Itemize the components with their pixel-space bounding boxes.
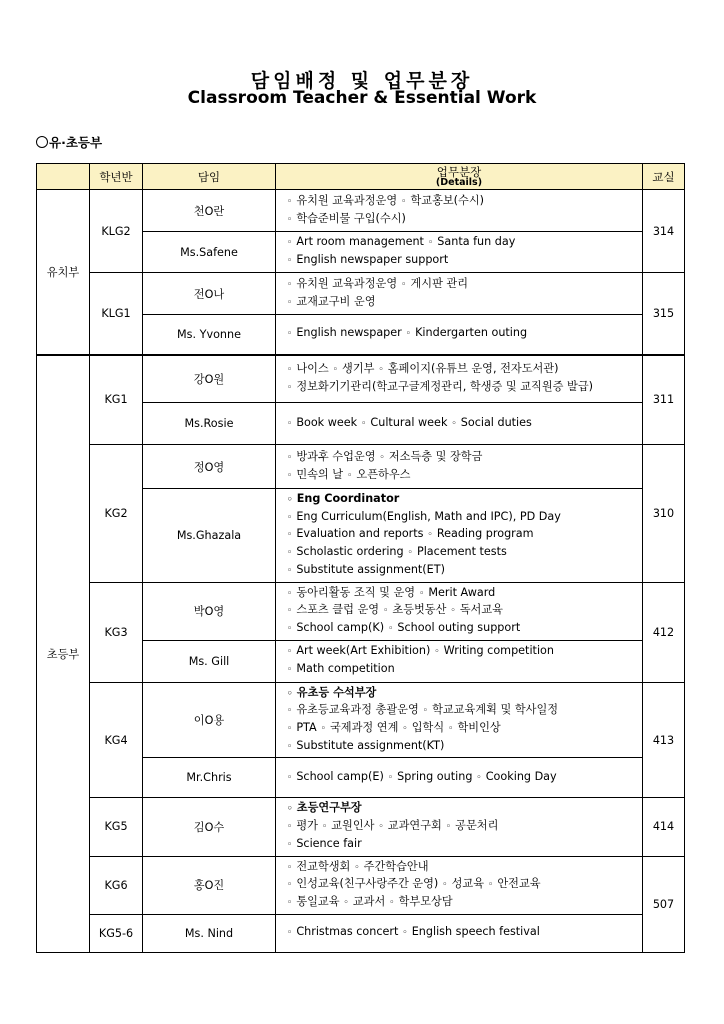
duty-line [287,818,642,836]
duty-item: 교재교구비 운영 [296,294,376,308]
duty-item: 게시판 관리 [410,276,469,290]
duty-line [287,800,642,818]
grade-cell: KLG1 [90,273,143,355]
bullet-icon: ◦ [287,256,293,266]
duty-item: Kindergarten outing [415,326,528,340]
teacher-cell: 정O영 [143,445,276,489]
duty-item: 공문처리 [455,819,499,833]
duty-item: Social duties [460,415,532,429]
bullet-icon: ◦ [287,238,293,249]
bullet-icon: ◦ [442,880,448,891]
bullet-icon: ◦ [422,706,429,717]
header-grade: 학년반 [90,164,143,190]
duty-line [287,234,642,252]
header-division [37,164,90,190]
duty-line [287,562,642,580]
duties-cell [276,190,643,232]
duty-line [287,876,642,894]
duties-cell [276,914,643,952]
bullet-icon: ◦ [354,862,360,873]
bullet-icon: ◦ [402,928,408,939]
header-duties [276,164,643,190]
duty-item: Cultural week [370,415,448,429]
table-row [37,355,685,403]
bullet-icon: ◦ [378,365,384,376]
bullet-icon: ◦ [343,897,349,908]
duty-line [287,620,642,638]
duty-item: Writing competition [443,644,554,658]
bullet-icon: ◦ [287,530,293,541]
room-cell: 315 [643,273,685,355]
duty-item: Spring outing [397,770,473,784]
bullet-icon: ◦ [287,773,293,784]
duty-line [287,467,642,485]
duty-item: 홈페이지(유튜브 운영, 전자도서관) [387,362,559,376]
duty-item: 유치원 교육과정운영 [296,276,398,290]
duty-line [287,294,642,312]
duty-line [287,252,642,270]
section-heading [36,133,102,151]
duty-line [287,661,642,679]
teacher-cell: 홍O진 [143,856,276,914]
duty-line [287,738,642,756]
duty-line [287,602,642,620]
teacher-cell: Ms.Safene [143,232,276,273]
duties-cell [276,640,643,682]
bullet-icon: ◦ [448,724,454,735]
duty-item: Math competition [296,662,395,676]
bullet-icon: ◦ [287,839,293,850]
duty-item: Evaluation and reports [296,527,424,541]
circle-icon [36,136,48,148]
duty-item: 주간학습안내 [363,859,429,873]
duty-item: 성교육 [451,877,485,891]
teacher-cell: Ms. Yvonne [143,315,276,355]
bullet-icon: ◦ [388,623,394,634]
table-row [37,798,685,856]
duty-item: 저소득층 및 장학금 [388,449,483,463]
room-cell: 414 [643,798,685,856]
duty-item: 독서교육 [459,603,503,617]
duty-line [287,720,642,738]
duty-line [287,526,642,544]
duty-item: English newspaper support [296,253,449,266]
duty-line [287,509,642,527]
bullet-icon: ◦ [387,773,394,784]
bullet-icon: ◦ [287,724,293,735]
teacher-cell: Ms.Ghazala [143,489,276,583]
duty-line [287,276,642,294]
bullet-icon: ◦ [287,880,293,891]
duties-cell [276,682,643,758]
bullet-icon: ◦ [287,196,293,207]
duty-item: Placement tests [416,545,507,559]
duty-line [287,544,642,562]
duty-line [287,415,642,433]
table-row [37,856,685,914]
room-cell: 310 [643,445,685,583]
bullet-icon: ◦ [347,470,353,481]
duty-item: 초등벗동산 [392,603,447,617]
room-cell: 412 [643,582,685,682]
duty-item: Science fair [296,836,362,850]
teacher-cell: 전O나 [143,273,276,315]
bullet-icon: ◦ [401,196,407,207]
bullet-icon: ◦ [287,297,293,308]
table-row [37,582,685,640]
bullet-icon: ◦ [389,897,395,908]
duty-item: 동아리활동 조직 및 운영 [296,585,416,599]
duty-item: 오픈하우스 [356,467,411,481]
duty-line [287,449,642,467]
assignment-table [36,163,685,953]
room-cell: 311 [643,355,685,445]
duty-line [287,491,642,509]
duty-item: Christmas concert [296,925,399,939]
bullet-icon: ◦ [379,452,385,463]
bullet-icon: ◦ [407,548,413,559]
bullet-icon: ◦ [287,647,293,658]
duties-cell [276,273,643,315]
grade-cell: KLG2 [90,190,143,273]
bullet-icon: ◦ [287,470,293,481]
bullet-icon: ◦ [287,548,293,559]
bullet-icon: ◦ [451,418,457,429]
duty-line [287,859,642,877]
duty-line [287,361,642,379]
duty-line [287,379,642,397]
duty-item: 안전교육 [497,877,541,891]
duties-cell [276,315,643,355]
bullet-icon: ◦ [287,862,293,873]
bullet-icon: ◦ [378,822,384,833]
duties-cell [276,445,643,489]
bullet-icon: ◦ [320,724,326,735]
bullet-icon: ◦ [287,365,293,376]
duty-line [287,643,642,661]
bullet-icon: ◦ [361,418,367,429]
duty-item: Merit Award [428,585,496,599]
duties-cell [276,489,643,583]
bullet-icon: ◦ [401,279,407,290]
header-teacher: 담임 [143,164,276,190]
bullet-icon: ◦ [287,588,293,599]
duties-cell [276,232,643,273]
bullet-icon: ◦ [287,822,293,833]
duty-item: Reading program [436,527,534,541]
table-row [37,914,685,952]
header-details-label: (Details) [435,176,483,188]
duty-line [287,702,642,720]
duty-item: 학습준비물 구입(수시) [296,211,406,225]
duty-item: 정보화기기관리(학교구글계정관리, 학생증 및 교직원증 발급) [296,379,594,393]
duty-item: 생기부 [342,362,375,376]
duty-item: Santa fun day [437,235,516,249]
bullet-icon: ◦ [287,897,293,908]
duty-item: 나이스 [296,362,329,376]
duty-item: 스포츠 클럽 운영 [296,603,380,617]
duty-line [287,585,642,603]
grade-cell: KG1 [90,355,143,445]
duty-item: 전교학생회 [296,859,351,873]
duty-item: School camp(E) [296,770,384,784]
duty-item: 교과연구회 [387,819,442,833]
division-cell: 초등부 [37,355,90,953]
grade-cell: KG3 [90,582,143,682]
bullet-icon: ◦ [287,495,293,505]
teacher-cell: Ms. Nind [143,914,276,952]
duty-line [287,924,642,942]
bullet-icon: ◦ [427,530,433,541]
bullet-icon: ◦ [321,822,328,833]
duty-item: Substitute assignment(ET) [296,562,445,576]
room-cell: 507 [643,856,685,952]
bullet-icon: ◦ [434,647,440,658]
room-cell: 413 [643,682,685,798]
duty-item: School outing support [397,620,521,634]
teacher-cell: Ms.Rosie [143,403,276,445]
duty-item: 교과서 [352,894,386,908]
duty-line [287,325,642,343]
duty-item: 방과후 수업운영 [296,449,376,463]
bullet-icon: ◦ [287,418,293,429]
duties-cell [276,355,643,403]
duties-cell [276,403,643,445]
teacher-cell: 박O영 [143,582,276,640]
teacher-cell: 천O란 [143,190,276,232]
duty-item: 유치원 교육과정운영 [296,193,398,207]
teacher-cell: 김O수 [143,798,276,856]
bullet-icon: ◦ [287,606,293,617]
title-english: Classroom Teacher & Essential Work [187,88,537,108]
duty-item: 유초등 수석부장 [296,685,377,699]
teacher-cell: 강O원 [143,355,276,403]
bullet-icon: ◦ [402,724,408,735]
bullet-icon: ◦ [419,588,425,599]
grade-cell: KG2 [90,445,143,583]
bullet-icon: ◦ [287,214,293,225]
duty-line [287,894,642,912]
duty-line [287,193,642,211]
duty-item: 민속의 날 [296,467,344,481]
duty-item: 통일교육 [296,894,340,908]
bullet-icon: ◦ [287,382,293,393]
bullet-icon: ◦ [287,741,293,752]
duties-cell [276,856,643,914]
bullet-icon: ◦ [287,565,293,576]
grade-cell: KG6 [90,856,143,914]
section-label: 유·초등부 [49,135,103,150]
duties-cell [276,582,643,640]
grade-cell: KG5-6 [90,914,143,952]
duty-item: 인성교육(친구사랑주간 운영) [296,877,439,891]
duty-item: Art week(Art Exhibition) [296,644,431,658]
table-row [37,682,685,758]
bullet-icon: ◦ [445,822,452,833]
duty-item: 학교교육계획 및 학사일정 [432,703,559,717]
header-duties-label: 업무분장 [436,164,482,179]
duties-cell [276,758,643,798]
duty-line [287,211,642,229]
duty-item: 국제과정 연계 [330,721,399,735]
duties-cell [276,798,643,856]
duty-item: Substitute assignment(KT) [296,738,445,752]
duty-item: Book week [296,415,358,429]
duty-item: 평가 [296,819,318,833]
duty-item: Scholastic ordering [296,545,404,559]
duty-line [287,685,642,703]
bullet-icon: ◦ [287,706,293,717]
duty-item: 학부모상담 [398,894,453,908]
teacher-cell: Ms. Gill [143,640,276,682]
bullet-icon: ◦ [383,606,389,617]
duty-item: English speech festival [411,925,540,939]
duty-item: Eng Coordinator [296,492,400,505]
bullet-icon: ◦ [287,329,293,340]
bullet-icon: ◦ [287,804,293,815]
bullet-icon: ◦ [287,665,293,676]
teacher-cell: 이O용 [143,682,276,758]
duty-item: PTA [296,721,317,735]
bullet-icon: ◦ [450,606,456,617]
duty-item: 입학식 [411,721,445,735]
bullet-icon: ◦ [427,238,434,249]
duty-item: School camp(K) [296,620,385,634]
header-room: 교실 [643,164,685,190]
duty-line [287,836,642,854]
bullet-icon: ◦ [488,880,494,891]
bullet-icon: ◦ [405,329,412,340]
grade-cell: KG5 [90,798,143,856]
duty-item: English newspaper [296,326,402,340]
duty-item: 초등연구부장 [296,801,362,815]
grade-cell: KG4 [90,682,143,798]
division-cell: 유치부 [37,190,90,355]
bullet-icon: ◦ [287,688,293,699]
table-row [37,273,685,315]
bullet-icon: ◦ [287,928,293,939]
duty-line [287,769,642,787]
table-row [37,190,685,232]
bullet-icon: ◦ [287,623,293,634]
duty-item: 유초등교육과정 총괄운영 [296,703,419,717]
duty-item: 학비인상 [457,721,501,735]
bullet-icon: ◦ [287,512,293,523]
bullet-icon: ◦ [287,452,293,463]
bullet-icon: ◦ [332,365,339,376]
duty-item: Cooking Day [485,770,557,784]
header-row [37,164,685,190]
teacher-cell: Mr.Chris [143,758,276,798]
duty-item: 학교홍보(수시) [410,193,485,207]
table-row [37,445,685,489]
bullet-icon: ◦ [287,279,293,290]
duty-item: Art room management [296,235,424,249]
duty-item: 교원인사 [331,819,375,833]
bullet-icon: ◦ [476,773,482,784]
room-cell: 314 [643,190,685,273]
title-korean: 담임배정 및 업무분장 [250,70,474,92]
duty-item: Eng Curriculum(English, Math and IPC), PD Day [296,509,561,523]
